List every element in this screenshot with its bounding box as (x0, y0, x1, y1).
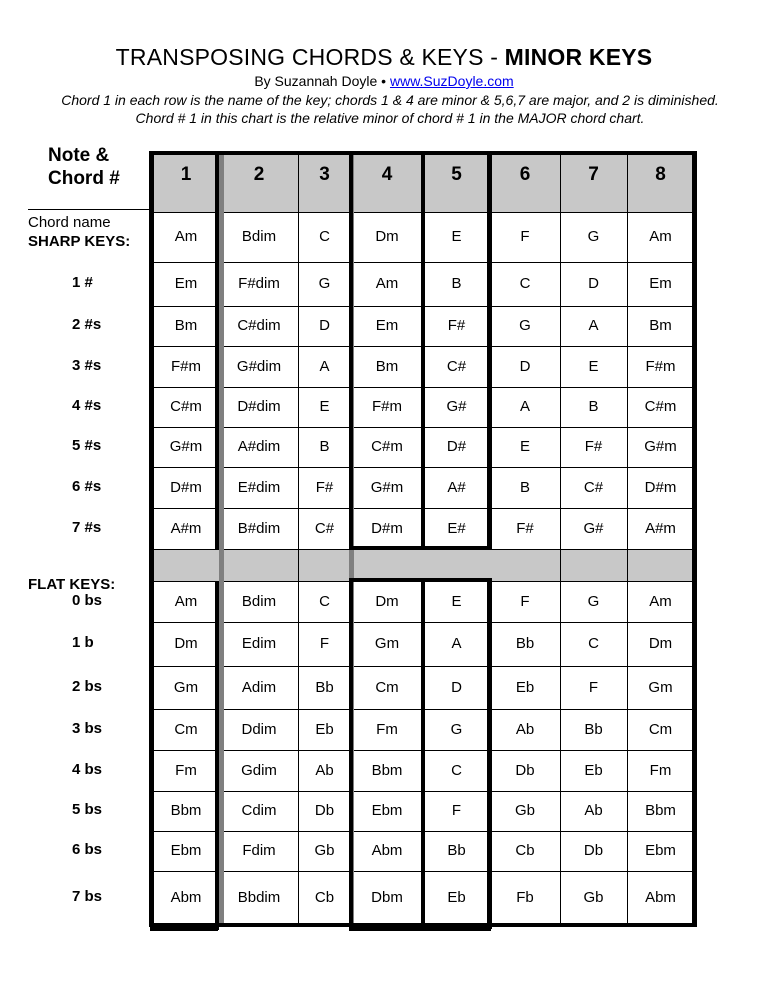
chord-cell: Bdim (241, 228, 277, 245)
chord-cell: Am (375, 275, 399, 292)
chord-cell: G (587, 228, 600, 245)
chord-cell: C (519, 275, 531, 292)
chord-cell: C# (314, 519, 335, 537)
chord-cell: G#m (370, 478, 404, 496)
chord-cell: C# (583, 478, 604, 496)
chord-cell: F (451, 802, 462, 819)
chord-cell: Cm (174, 720, 198, 738)
chord-cell: Abm (371, 842, 403, 859)
chord-cell: E (519, 438, 530, 455)
chord-cell: C#dim (237, 317, 281, 334)
title-bold: MINOR KEYS (504, 44, 653, 70)
chord-cell: Em (174, 275, 198, 292)
chord-cell: Db (583, 842, 604, 859)
chord-cell: Db (515, 761, 535, 779)
chord-cell: Fm (376, 720, 398, 738)
chord-cell: A (588, 317, 599, 334)
chord-cell: Bbm (371, 761, 403, 779)
chord-cell: F# (447, 317, 466, 334)
chord-cell: Abm (645, 889, 676, 906)
chord-cell: Bdim (241, 592, 277, 610)
frame-col45-bottom (349, 546, 491, 550)
row-label: 5 bs (72, 801, 103, 818)
chord-cell: Am (649, 592, 672, 610)
chord-cell: Adim (241, 678, 277, 696)
chord-cell: Fm (175, 761, 197, 779)
chord-cell: Ab (315, 761, 334, 779)
chord-cell: Am (174, 592, 198, 610)
chord-cell: E (451, 228, 462, 245)
note-label-line1: Note & (48, 145, 110, 166)
chord-cell: Bbdim (237, 889, 281, 906)
chord-cell: D#dim (237, 398, 281, 415)
chord-cell: F#dim (238, 275, 280, 292)
chord-cell: Gb (514, 802, 535, 819)
chord-cell: Am (174, 228, 198, 245)
chord-cell: Dm (174, 635, 198, 652)
chord-cell: Dm (648, 635, 673, 652)
website-link[interactable]: www.SuzDoyle.com (389, 73, 514, 89)
chord-cell: D (451, 678, 462, 696)
chord-cell: A#m (170, 519, 202, 537)
row-label: 4 bs (72, 760, 103, 778)
row-label: 1 b (72, 634, 94, 651)
chord-cell: Dm (375, 228, 399, 245)
chord-cell: Ebm (170, 842, 202, 859)
note-label-line2: Chord # (48, 168, 120, 189)
chord-cell: D#m (644, 478, 677, 496)
row-label: 2 bs (72, 677, 103, 695)
row-label: 7 #s (72, 518, 102, 536)
chord-cell: D (588, 275, 599, 292)
chord-cell: Eb (447, 889, 466, 906)
chord-cell: Fb (516, 889, 534, 906)
chord-cell: B (519, 478, 530, 496)
title-main: TRANSPOSING CHORDS & KEYS - (115, 44, 505, 70)
chord-cell: C (451, 761, 462, 779)
chord-cell: Eb (584, 761, 603, 779)
chord-cell: F# (516, 519, 534, 537)
chord-cell: Eb (515, 678, 535, 696)
chord-cell: G#dim (236, 357, 282, 375)
chord-cell: Bm (174, 317, 198, 334)
chord-cell: Eb (315, 720, 334, 738)
chord-cell: Fdim (242, 842, 276, 859)
chord-cell: Abm (170, 889, 202, 906)
row-label: 2 #s (72, 316, 102, 333)
chord-cell: Bbm (170, 802, 202, 819)
chord-cell: D# (446, 438, 467, 455)
row-label: 4 #s (72, 397, 102, 414)
chord-cell: C (319, 592, 330, 610)
row-label: 6 #s (72, 477, 102, 495)
chord-cell: B (588, 398, 599, 415)
chord-cell: Em (649, 275, 672, 292)
column-header: 6 (519, 164, 531, 185)
chord-cell: Cm (648, 720, 673, 738)
chord-cell: A (451, 635, 462, 652)
chord-cell: E# (447, 519, 466, 537)
column-header: 3 (319, 164, 330, 185)
row-label: 5 #s (72, 437, 102, 454)
frame-col45-left (349, 578, 353, 929)
chord-cell: F#m (372, 398, 402, 415)
chord-cell: A#dim (237, 438, 281, 455)
chord-cell: B#dim (237, 519, 281, 537)
row-label: 3 bs (72, 719, 103, 737)
chord-cell: Em (375, 317, 399, 334)
chord-cell: Gm (374, 635, 400, 652)
chord-cell: C#m (644, 398, 677, 415)
chord-cell: F# (315, 478, 334, 496)
chord-cell: Ebm (645, 842, 676, 859)
chord-cell: Bb (515, 635, 535, 652)
frame-col45-right (487, 578, 492, 929)
chord-cell: A (519, 398, 530, 415)
sharp-keys-label: SHARP KEYS: (28, 233, 131, 250)
chord-cell: B (451, 275, 462, 292)
chord-cell: G#m (169, 438, 203, 455)
chord-cell: Ab (515, 720, 535, 738)
column-header: 4 (381, 164, 393, 185)
chord-cell: Db (314, 802, 335, 819)
chord-cell: D (319, 317, 330, 334)
chord-cell: F# (584, 438, 603, 455)
frame-col45-mid (421, 578, 425, 929)
column-header: 1 (180, 164, 192, 185)
chord-cell: A#m (645, 519, 676, 537)
chord-cell: Ab (584, 802, 603, 819)
row-label: 0 bs (72, 591, 103, 609)
chord-cell: A (319, 357, 330, 375)
chord-name-label: Chord name (28, 214, 111, 231)
chord-cell: Edim (241, 635, 277, 652)
chord-cell: A# (447, 478, 466, 496)
chord-cell: F#m (645, 357, 676, 375)
chord-cell: Gm (648, 678, 673, 696)
chord-cell: G (450, 720, 463, 738)
chord-cell: F (319, 635, 330, 652)
chord-cell: Cdim (241, 802, 277, 819)
separator-row-fill (152, 549, 694, 581)
chord-cell: D#m (170, 478, 202, 496)
chord-cell: G (318, 275, 331, 292)
column-header: 5 (451, 164, 462, 185)
chord-cell: C#m (170, 398, 202, 415)
chord-cell: C (319, 228, 330, 245)
row-label: 7 bs (72, 888, 103, 905)
column-header: 7 (588, 164, 599, 185)
column-header: 8 (655, 164, 666, 185)
flat-keys-label: FLAT KEYS: (28, 576, 116, 593)
row-label: 6 bs (72, 841, 103, 858)
chord-cell: B (319, 438, 330, 455)
frame-col1-bottom (150, 927, 218, 931)
chord-cell: Bb (584, 720, 603, 738)
chord-cell: Ebm (371, 802, 403, 819)
chord-cell: Bb (447, 842, 466, 859)
chord-cell: G#m (644, 438, 677, 455)
chord-cell: Cb (515, 842, 535, 859)
chord-cell: Cb (314, 889, 335, 906)
column-header: 2 (253, 164, 265, 185)
chord-cell: D (519, 357, 531, 375)
chord-cell: Ddim (241, 720, 277, 738)
chord-cell: Cm (375, 678, 399, 696)
byline-prefix: By Suzannah Doyle • (254, 73, 390, 89)
chord-cell: C#m (371, 438, 403, 455)
chord-cell: E (319, 398, 330, 415)
chord-cell: Bm (375, 357, 399, 375)
chord-cell: Dbm (371, 889, 403, 906)
chord-cell: Gm (173, 678, 199, 696)
chord-cell: D#m (371, 519, 403, 537)
row-label: 3 #s (72, 356, 102, 374)
chord-cell: G# (583, 519, 604, 537)
frame-col1-right (215, 581, 219, 930)
chord-cell: F#m (171, 357, 201, 375)
chord-cell: F (520, 592, 530, 610)
chord-cell: G (587, 592, 600, 610)
chord-cell: G# (446, 398, 467, 415)
chord-cell: C# (446, 357, 467, 375)
chord-cell: Bm (649, 317, 672, 334)
row-label: 1 # (72, 274, 93, 291)
frame-col45-top (349, 578, 491, 582)
chord-cell: Gb (583, 889, 604, 906)
chord-cell: F (520, 228, 530, 245)
chord-cell: Am (649, 228, 672, 245)
chord-cell: Dm (375, 592, 399, 610)
chord-cell: F (588, 678, 599, 696)
chord-cell: E#dim (237, 478, 281, 496)
chord-cell: E (588, 357, 599, 375)
chord-cell: Gb (314, 842, 335, 859)
chord-cell: Bb (315, 678, 334, 696)
frame-col45-bottom (349, 927, 491, 931)
chord-cell: G (519, 317, 531, 334)
chord-cell: E (451, 592, 462, 610)
chord-cell: Bbm (645, 802, 676, 819)
chord-cell: C (588, 635, 599, 652)
description: Chord 1 in each row is the name of the key; chords 1 & 4 are minor & 5,6,7 are major, and 2 is diminished. Chord # 1 in this chart is the relative minor of chord # 1 in the MAJOR chord chart. (61, 92, 719, 126)
chord-cell: Fm (649, 761, 672, 779)
chord-cell: Gdim (241, 761, 277, 779)
